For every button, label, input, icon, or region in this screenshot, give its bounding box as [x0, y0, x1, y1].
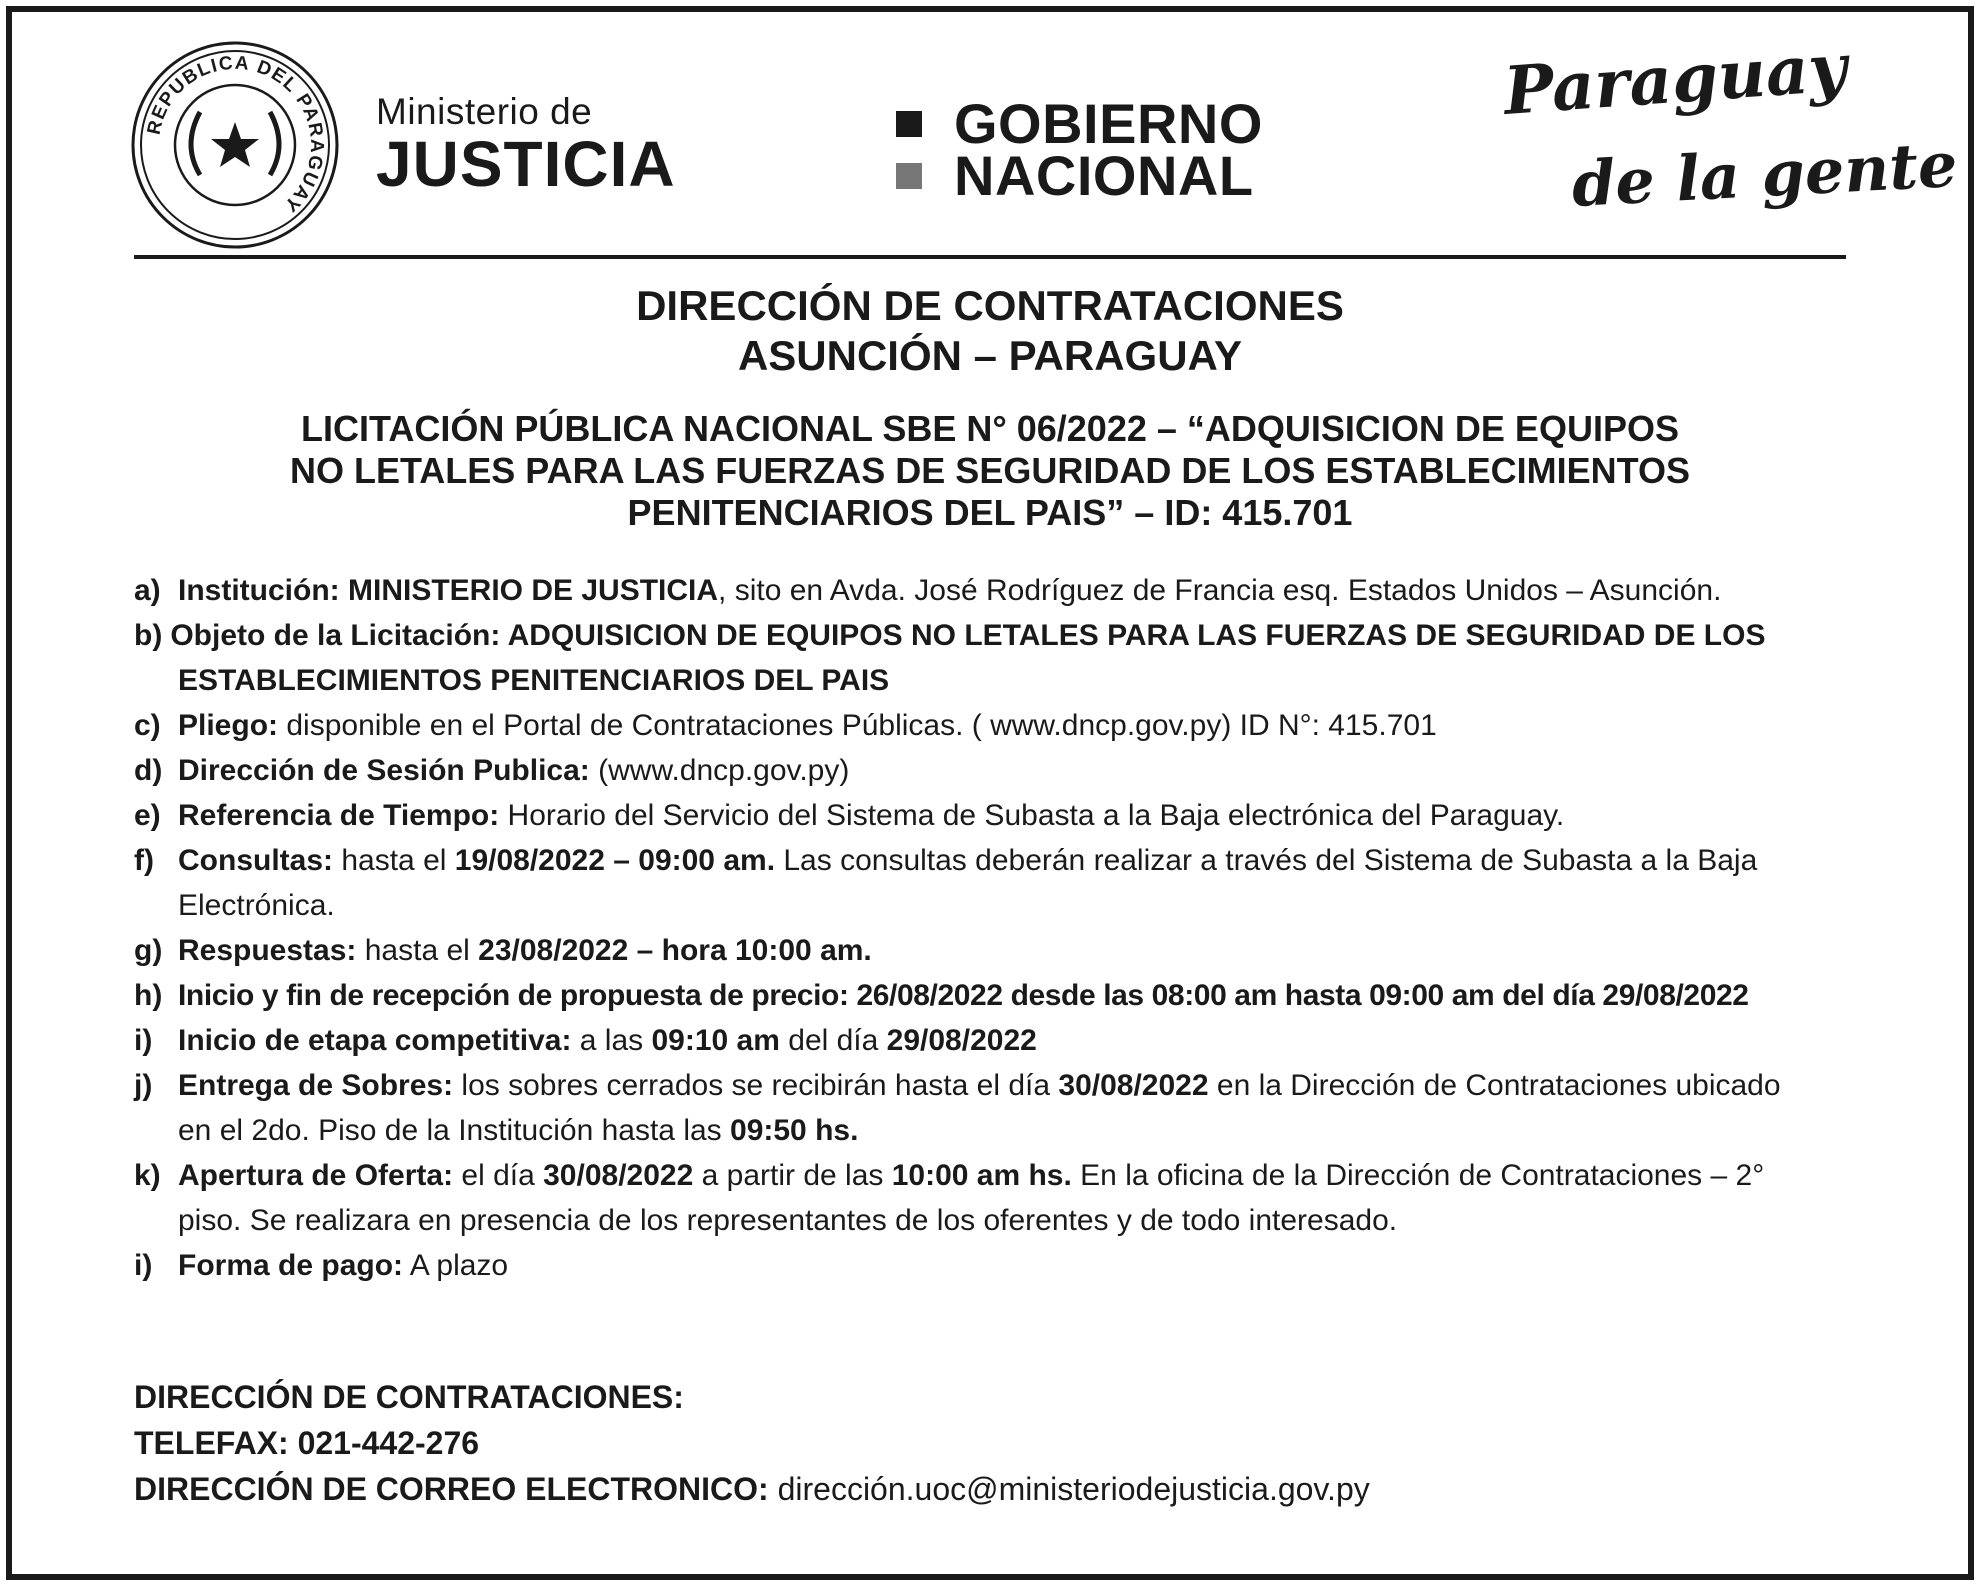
tender-title-line-1: LICITACIÓN PÚBLICA NACIONAL SBE N° 06/2022 – “ADQUISICION DE EQUIPOS [301, 408, 1679, 449]
list-item: b) Objeto de la Licitación: ADQUISICION DE EQUIPOS NO LETALES PARA LAS FUERZAS DE SEGURIDAD DE LOS [134, 619, 1766, 652]
slogan-line-1: Paraguay [1501, 28, 1850, 130]
nacional-text: NACIONAL [954, 144, 1254, 207]
list-item: f) Consultas: hasta el 19/08/2022 – 09:00 am. Las consultas deberán realizar a través del Sistema de Subasta a la Baja [134, 844, 1758, 877]
ministry-name: JUSTICIA [376, 128, 676, 200]
email-link[interactable]: dirección.uoc@ministeriodejusticia.gov.py [768, 1471, 1370, 1507]
ministry-logo [376, 91, 676, 200]
location-title: ASUNCIÓN – PARAGUAY [737, 332, 1243, 379]
list-item-continuation: piso. Se realizara en presencia de los representantes de los oferentes y de todo interesado. [178, 1204, 1398, 1237]
footer-email: DIRECCIÓN DE CORREO ELECTRONICO: dirección.uoc@ministeriodejusticia.gov.py [134, 1471, 1370, 1507]
list-item-continuation: ESTABLECIMIENTOS PENITENCIARIOS DEL PAIS [178, 664, 890, 697]
slogan-line-2: de la gente [1570, 127, 1960, 221]
tender-title [0, 408, 1980, 534]
list-item-continuation: en el 2do. Piso de la Institución hasta las 09:50 hs. [178, 1114, 859, 1147]
tender-details-list [134, 568, 1854, 1288]
list-item-continuation: Electrónica. [178, 889, 335, 922]
contact-footer [134, 1374, 1370, 1512]
ministry-label: Ministerio de [376, 91, 593, 132]
svg-text:REPUBLICA DEL PARAGUAY: REPUBLICA DEL PARAGUAY [143, 52, 328, 217]
list-item: k) Apertura de Oferta: el día 30/08/2022 a partir de las 10:00 am hs. En la oficina de la Dirección de Contrataciones – 2° [134, 1159, 1765, 1192]
list-item: j) Entrega de Sobres: los sobres cerrados se recibirán hasta el día 30/08/2022 en la Dirección de Contrataciones ubicado [134, 1069, 1781, 1102]
gray-square-icon [896, 163, 922, 189]
gobierno-nacional-logo [896, 92, 1263, 207]
gobierno-text: GOBIERNO [954, 92, 1263, 155]
list-item: e) Referencia de Tiempo: Horario del Servicio del Sistema de Subasta a la Baja electrónica del Paraguay. [134, 799, 1565, 832]
tender-title-line-3: PENITENCIARIOS DEL PAIS” – ID: 415.701 [627, 492, 1353, 533]
list-item: i) Inicio de etapa competitiva: a las 09:10 am del día 29/08/2022 [134, 1024, 1037, 1057]
header-divider [134, 255, 1846, 259]
list-item: h) Inicio y fin de recepción de propuesta de precio: 26/08/2022 desde las 08:00 am hasta 09:00 am del día 29/08/2022 [134, 979, 1749, 1012]
list-item: i) Forma de pago: A plazo [134, 1249, 509, 1282]
national-seal-logo [130, 40, 340, 250]
department-title: DIRECCIÓN DE CONTRATACIONES [636, 282, 1344, 329]
footer-telefax: TELEFAX: 021-442-276 [134, 1425, 480, 1461]
list-item: d) Dirección de Sesión Publica: (www.dncp.gov.py) [134, 754, 850, 787]
black-square-icon [896, 111, 922, 137]
footer-department: DIRECCIÓN DE CONTRATACIONES: [134, 1379, 684, 1415]
tender-title-line-2: NO LETALES PARA LAS FUERZAS DE SEGURIDAD DE LOS ESTABLECIMIENTOS [289, 450, 1691, 491]
list-item: g) Respuestas: hasta el 23/08/2022 – hora 10:00 am. [134, 934, 872, 967]
list-item: c) Pliego: disponible en el Portal de Contrataciones Públicas. ( www.dncp.gov.py) ID N°: 415.701 [134, 709, 1437, 742]
list-item: a) Institución: MINISTERIO DE JUSTICIA, sito en Avda. José Rodríguez de Francia esq. Estados Unidos – Asunción. [134, 574, 1722, 607]
